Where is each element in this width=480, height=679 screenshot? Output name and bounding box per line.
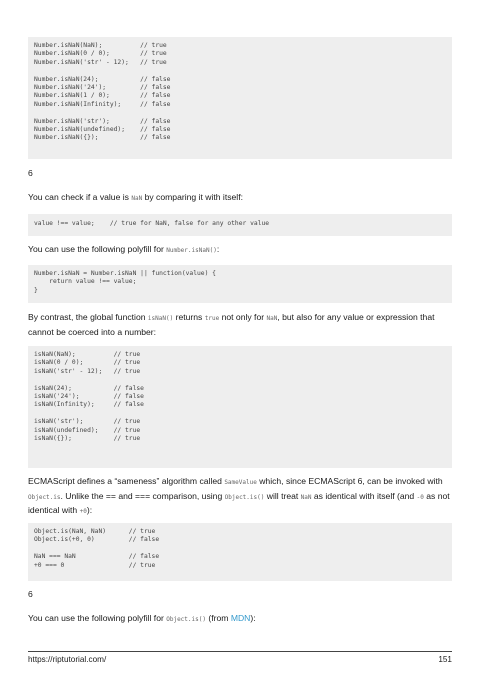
code-line: isNaN(0 / 0); // true bbox=[34, 359, 141, 367]
mdn-link[interactable]: MDN bbox=[230, 613, 251, 623]
code-block-self-comparison bbox=[28, 214, 452, 236]
code-line: isNaN('str'); // true bbox=[34, 418, 141, 426]
footer-url[interactable]: https://riptutorial.com/ bbox=[28, 655, 107, 664]
code-line bbox=[34, 410, 452, 418]
section-number-6: 6 bbox=[28, 168, 33, 178]
code-line: isNaN(undefined); // true bbox=[34, 426, 141, 434]
code-line: NaN === NaN // false bbox=[34, 553, 160, 561]
paragraph-ecmascript-samevalue: ECMAScript defines a “sameness” algorithm called SameValue which, since ECMAScript 6, can be invoked with Object.is. Unlike the == and === comparison, using Object.is() will treat NaN as identical with itself (and -0 as not identical with +0): bbox=[28, 476, 450, 515]
paragraph-global-isnan: By contrast, the global function isNaN() returns true not only for NaN, but also for any value or expression that cannot be coerced into a number: bbox=[28, 312, 435, 337]
code-line: Number.isNaN(NaN); // true bbox=[34, 42, 167, 49]
code-line: Number.isNaN(24); // false bbox=[34, 75, 171, 83]
code-line: Number.isNaN(Infinity); // false bbox=[34, 100, 171, 108]
code-line bbox=[34, 109, 452, 117]
footer-divider bbox=[28, 651, 452, 652]
code-block-object-is bbox=[28, 523, 452, 581]
code-line: isNaN('str' - 12); // true bbox=[34, 367, 141, 375]
code-line bbox=[34, 545, 452, 553]
code-line: Number.isNaN('24'); // false bbox=[34, 83, 171, 91]
code-line: isNaN(Infinity); // false bbox=[34, 401, 144, 409]
section-number-6b: 6 bbox=[28, 589, 33, 599]
paragraph-polyfill-object: You can use the following polyfill for Object.is() (from MDN): bbox=[28, 613, 256, 623]
page-number: 151 bbox=[438, 655, 452, 664]
code-line: Number.isNaN(0 / 0); // true bbox=[34, 50, 167, 58]
code-line bbox=[34, 67, 452, 75]
paragraph-self-check: You can check if a value is NaN by comparing it with itself: bbox=[28, 192, 243, 202]
code-line bbox=[34, 376, 452, 384]
code-line: return value !== value; bbox=[34, 278, 137, 286]
code-line: Number.isNaN(1 / 0); // false bbox=[34, 92, 171, 100]
paragraph-polyfill-number: You can use the following polyfill for Number.isNaN(): bbox=[28, 244, 220, 254]
code-line: Number.isNaN('str' - 12); // true bbox=[34, 58, 167, 66]
code-block-number-isnan bbox=[28, 37, 452, 159]
code-line: isNaN(NaN); // true bbox=[34, 351, 141, 358]
code-line: Object.is(NaN, NaN) // true bbox=[34, 528, 156, 535]
code-line: value !== value; // true for NaN, false for any other value bbox=[34, 220, 270, 227]
code-line: +0 === 0 // true bbox=[34, 561, 156, 569]
code-block-number-polyfill bbox=[28, 265, 452, 303]
code-line: isNaN(24); // false bbox=[34, 384, 144, 392]
code-line: Number.isNaN = Number.isNaN || function(value) { bbox=[34, 270, 216, 277]
code-line: Number.isNaN({}); // false bbox=[34, 134, 171, 142]
code-line: isNaN({}); // true bbox=[34, 434, 141, 442]
code-line: } bbox=[34, 286, 38, 294]
code-line: Object.is(+0, 0) // false bbox=[34, 536, 160, 544]
code-line: Number.isNaN(undefined); // false bbox=[34, 125, 171, 133]
code-line: Number.isNaN('str'); // false bbox=[34, 117, 171, 125]
code-block-global-isnan bbox=[28, 346, 452, 468]
code-line: isNaN('24'); // false bbox=[34, 392, 144, 400]
